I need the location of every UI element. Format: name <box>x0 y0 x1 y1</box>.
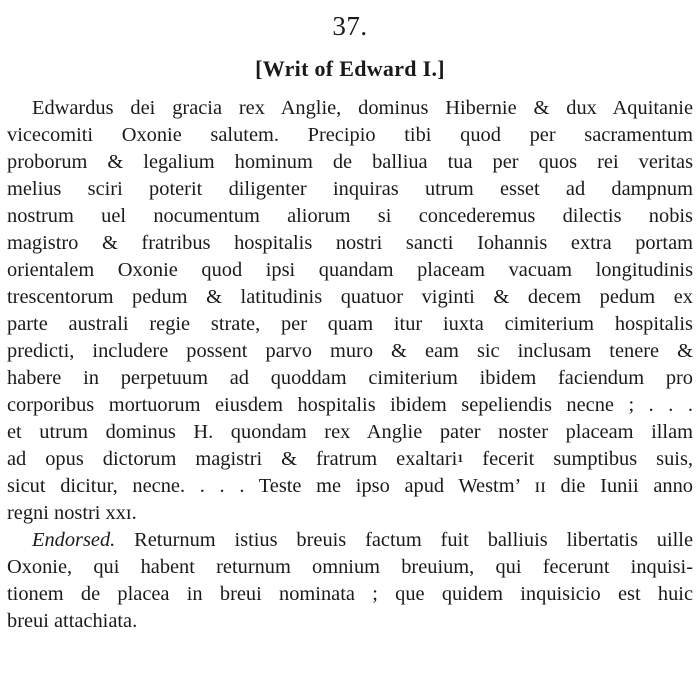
text-line: corporibus mortuorum eiusdem hospitalis ibidem sepeliendis necne ; . . . <box>7 394 693 416</box>
text-line: habere in perpetuum ad quoddam cimiterium ibidem faciendum pro <box>7 367 693 389</box>
text-line: melius sciri poterit diligenter inquiras utrum esset ad dampnum <box>7 178 693 200</box>
text-line: proborum & legalium hominum de balliua tua per quos rei veritas <box>7 151 693 173</box>
text-line: sicut dicitur, necne. . . . Teste me ipso apud Westm’ ɪɪ die Iunii anno <box>7 475 693 497</box>
text-line: trescentorum pedum & latitudinis quatuor viginti & decem pedum ex <box>7 286 693 308</box>
footnote-marker: 1 <box>457 451 464 465</box>
text-line: Edwardus dei gracia rex Anglie, dominus Hibernie & dux Aquitanie <box>32 97 693 119</box>
text-line: orientalem Oxonie quod ipsi quandam placeam vacuam longitudinis <box>7 259 693 281</box>
text-line: vicecomiti Oxonie salutem. Precipio tibi quod per sacramentum <box>7 124 693 146</box>
text-fragment: Returnum istius breuis factum fuit balliuis libertatis uille <box>115 529 693 551</box>
text-line: tionem de placea in breui nominata ; que quidem inquisicio est huic <box>7 583 693 605</box>
text-line <box>32 527 693 554</box>
text-line <box>7 446 693 473</box>
text-line: Oxonie, qui habent returnum omnium breuium, qui fecerunt inquisi- <box>7 556 693 578</box>
text-line: regni nostri xxɪ. <box>7 502 137 524</box>
endorsed-label: Endorsed. <box>32 529 116 551</box>
text-fragment: ad opus dictorum magistri & fratrum exaltari <box>7 448 458 470</box>
text-line: parte australi regie strate, per quam itur iuxta cimiterium hospitalis <box>7 313 693 335</box>
text-line: magistro & fratribus hospitalis nostri sancti Iohannis extra portam <box>7 232 693 254</box>
text-line: nostrum uel nocumentum aliorum si concederemus dilectis nobis <box>7 205 693 227</box>
document-title: [Writ of Edward I.] <box>255 56 445 81</box>
document-number: 37. <box>332 11 368 41</box>
text-line: breui attachiata. <box>7 610 138 632</box>
text-line: et utrum dominus H. quondam rex Anglie pater noster placeam illam <box>7 421 693 443</box>
text-fragment: fecerit sumptibus suis, <box>463 448 693 470</box>
text-line: predicti, includere possent parvo muro & eam sic inclusam tenere & <box>7 340 693 362</box>
